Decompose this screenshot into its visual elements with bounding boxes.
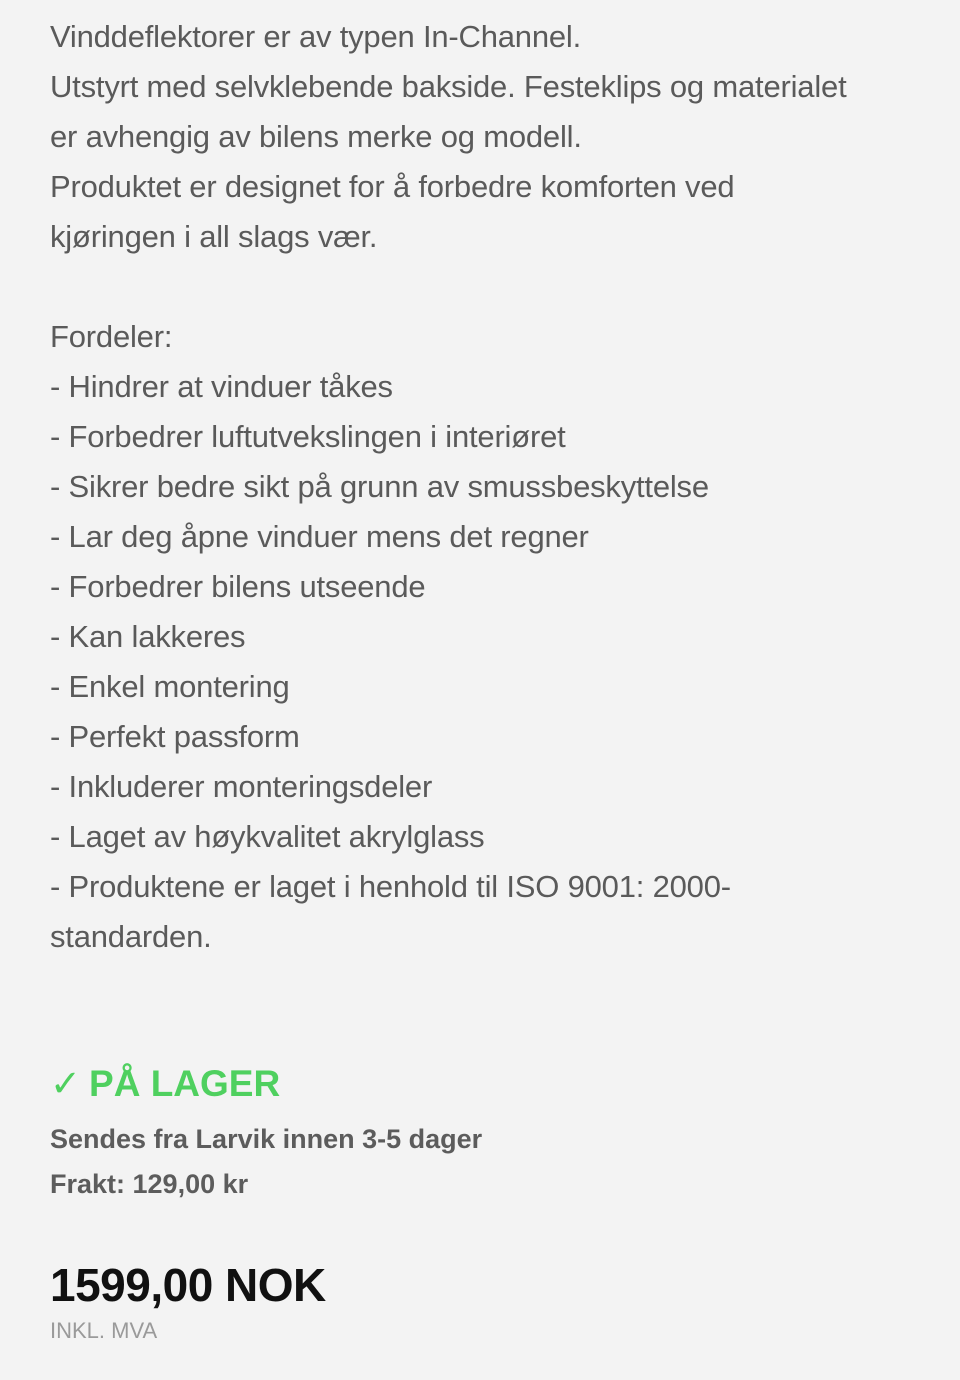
stock-label: PÅ LAGER	[89, 1063, 281, 1104]
description-line: Utstyrt med selvklebende bakside. Festeklips og materialet	[50, 69, 847, 104]
benefit-item: - Perfekt passform	[50, 719, 300, 754]
benefit-item: - Forbedrer luftutvekslingen i interiøret	[50, 419, 566, 454]
check-icon: ✓	[50, 1063, 82, 1104]
benefit-item: - Produktene er laget i henhold til ISO 9001: 2000-	[50, 869, 731, 904]
benefit-item: - Hindrer at vinduer tåkes	[50, 369, 393, 404]
spacer	[50, 262, 920, 312]
vat-note: INKL. MVA	[50, 1318, 158, 1343]
product-description	[50, 12, 920, 962]
product-price: 1599,00 NOK	[50, 1259, 326, 1311]
description-line: kjøringen i all slags vær.	[50, 219, 378, 254]
description-text	[50, 12, 920, 962]
benefit-item: - Kan lakkeres	[50, 619, 246, 654]
description-line: Vinddeflektorer er av typen In-Channel.	[50, 19, 582, 54]
dispatch-info: Sendes fra Larvik innen 3-5 dager	[50, 1124, 483, 1154]
benefit-item: - Inkluderer monteringsdeler	[50, 769, 433, 804]
description-line: er avhengig av bilens merke og modell.	[50, 119, 582, 154]
benefit-item: - Enkel montering	[50, 669, 290, 704]
benefits-heading: Fordeler:	[50, 319, 173, 354]
benefit-item: - Laget av høykvalitet akrylglass	[50, 819, 485, 854]
description-line: Produktet er designet for å forbedre komforten ved	[50, 169, 735, 204]
benefit-item: - Lar deg åpne vinduer mens det regner	[50, 519, 589, 554]
stock-status	[50, 1062, 280, 1105]
benefit-item: standarden.	[50, 919, 212, 954]
shipping-cost: Frakt: 129,00 kr	[50, 1169, 249, 1199]
benefit-item: - Sikrer bedre sikt på grunn av smussbeskyttelse	[50, 469, 709, 504]
benefit-item: - Forbedrer bilens utseende	[50, 569, 426, 604]
